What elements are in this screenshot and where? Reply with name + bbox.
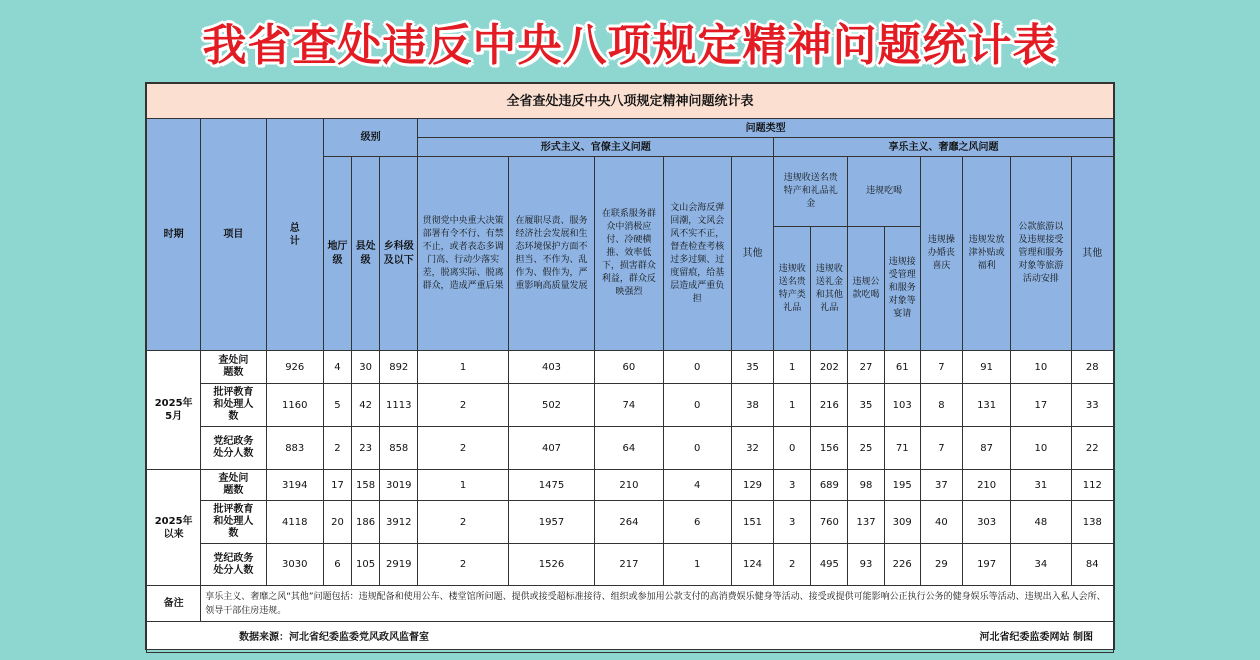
header-problem-type: 问题类型 xyxy=(418,119,1114,138)
header-level: 级别 xyxy=(323,119,417,157)
header-gift-specialty: 违规收送名贵特产类礼品 xyxy=(774,227,811,351)
cell: 31 xyxy=(1011,470,1071,501)
cell: 0 xyxy=(663,427,731,470)
cell: 20 xyxy=(323,501,351,544)
cell: 33 xyxy=(1071,384,1113,427)
cell-total: 4118 xyxy=(266,501,323,544)
page-title: 我省查处违反中央八项规定精神问题统计表 xyxy=(202,20,1058,71)
producer-credit: 河北省纪委监委网站 制图 xyxy=(979,631,1093,643)
cell: 6 xyxy=(663,501,731,544)
statistics-table xyxy=(146,83,1114,653)
cell: 303 xyxy=(963,501,1011,544)
cell: 1 xyxy=(774,351,811,384)
cell: 93 xyxy=(848,544,884,586)
cell: 1 xyxy=(418,470,508,501)
header-formalism-group: 形式主义、官僚主义问题 xyxy=(418,138,774,157)
header-tourism: 公款旅游以及违规接受管理和服务对象等旅游活动安排 xyxy=(1011,157,1071,351)
note-label: 备注 xyxy=(147,586,201,622)
cell: 74 xyxy=(595,384,663,427)
cell: 5 xyxy=(323,384,351,427)
header-period: 时期 xyxy=(147,119,201,351)
cell: 4 xyxy=(663,470,731,501)
row-item: 查处问题数 xyxy=(201,351,266,384)
cell: 2 xyxy=(418,384,508,427)
cell: 151 xyxy=(731,501,773,544)
header-level-county: 县处级 xyxy=(352,157,380,351)
cell: 210 xyxy=(963,470,1011,501)
header-level-township: 乡科级及以下 xyxy=(380,157,418,351)
cell: 98 xyxy=(848,470,884,501)
cell: 1526 xyxy=(508,544,594,586)
header-gift-group: 违规收送名贵特产和礼品礼金 xyxy=(774,157,848,227)
header-meal-group: 违规吃喝 xyxy=(848,157,920,227)
cell: 2 xyxy=(418,544,508,586)
cell: 407 xyxy=(508,427,594,470)
cell: 10 xyxy=(1011,351,1071,384)
cell: 129 xyxy=(731,470,773,501)
cell: 17 xyxy=(1011,384,1071,427)
cell: 760 xyxy=(811,501,848,544)
header-formalism-col-1: 贯彻党中央重大决策部署有令不行、有禁不止，或者表态多调门高、行动少落实差，脱离实际、脱离群众，造成严重后果 xyxy=(418,157,508,351)
cell: 112 xyxy=(1071,470,1113,501)
header-formalism-col-3: 在联系服务群众中消极应付、冷硬横推、效率低下，损害群众利益，群众反映强烈 xyxy=(595,157,663,351)
cell: 29 xyxy=(920,544,962,586)
cell: 124 xyxy=(731,544,773,586)
cell: 195 xyxy=(884,470,920,501)
cell: 7 xyxy=(920,427,962,470)
table-title: 全省查处违反中央八项规定精神问题统计表 xyxy=(147,84,1114,119)
cell: 4 xyxy=(323,351,351,384)
cell: 87 xyxy=(963,427,1011,470)
cell: 0 xyxy=(663,351,731,384)
cell: 3912 xyxy=(380,501,418,544)
header-hedonism-group: 享乐主义、奢靡之风问题 xyxy=(774,138,1114,157)
cell: 1957 xyxy=(508,501,594,544)
cell: 309 xyxy=(884,501,920,544)
cell: 84 xyxy=(1071,544,1113,586)
cell: 2 xyxy=(418,501,508,544)
cell: 2 xyxy=(323,427,351,470)
cell: 42 xyxy=(352,384,380,427)
header-meal-banquet: 违规接受管理和服务对象等宴请 xyxy=(884,227,920,351)
cell: 1 xyxy=(418,351,508,384)
cell: 60 xyxy=(595,351,663,384)
cell-total: 883 xyxy=(266,427,323,470)
cell: 32 xyxy=(731,427,773,470)
cell: 197 xyxy=(963,544,1011,586)
cell: 689 xyxy=(811,470,848,501)
cell: 25 xyxy=(848,427,884,470)
cell: 131 xyxy=(963,384,1011,427)
cell: 226 xyxy=(884,544,920,586)
cell: 40 xyxy=(920,501,962,544)
row-item: 批评教育和处理人数 xyxy=(201,384,266,427)
cell: 3019 xyxy=(380,470,418,501)
period-label: 2025年5月 xyxy=(147,351,201,470)
cell: 71 xyxy=(884,427,920,470)
cell: 38 xyxy=(731,384,773,427)
data-source: 数据来源：河北省纪委监委党风政风监督室 xyxy=(239,631,429,643)
cell: 137 xyxy=(848,501,884,544)
row-item: 批评教育和处理人数 xyxy=(201,501,266,544)
cell: 61 xyxy=(884,351,920,384)
cell-total: 926 xyxy=(266,351,323,384)
cell-total: 3030 xyxy=(266,544,323,586)
header-wedding-funeral: 违规操办婚丧喜庆 xyxy=(920,157,962,351)
statistics-table-sheet xyxy=(145,82,1115,650)
cell: 8 xyxy=(920,384,962,427)
cell: 1113 xyxy=(380,384,418,427)
cell: 158 xyxy=(352,470,380,501)
cell: 35 xyxy=(731,351,773,384)
header-formalism-col-2: 在履职尽责、服务经济社会发展和生态环境保护方面不担当、不作为、乱作为、假作为，严重影响高质量发展 xyxy=(508,157,594,351)
cell: 858 xyxy=(380,427,418,470)
cell: 48 xyxy=(1011,501,1071,544)
cell: 27 xyxy=(848,351,884,384)
cell: 34 xyxy=(1011,544,1071,586)
cell: 403 xyxy=(508,351,594,384)
header-hedonism-other: 其他 xyxy=(1071,157,1113,351)
header-meal-public: 违规公款吃喝 xyxy=(848,227,884,351)
cell: 23 xyxy=(352,427,380,470)
cell: 30 xyxy=(352,351,380,384)
cell: 3 xyxy=(774,470,811,501)
cell: 6 xyxy=(323,544,351,586)
cell: 186 xyxy=(352,501,380,544)
cell: 210 xyxy=(595,470,663,501)
cell: 1 xyxy=(774,384,811,427)
row-item: 党纪政务处分人数 xyxy=(201,427,266,470)
cell: 3 xyxy=(774,501,811,544)
header-gift-cash: 违规收送礼金和其他礼品 xyxy=(811,227,848,351)
cell-total: 1160 xyxy=(266,384,323,427)
period-label: 2025年以来 xyxy=(147,470,201,586)
cell: 216 xyxy=(811,384,848,427)
cell: 217 xyxy=(595,544,663,586)
note-text: 享乐主义、奢靡之风“其他”问题包括：违规配备和使用公车、楼堂馆所问题、提供或接受超标准接待、组织或参加用公款支付的高消费娱乐健身等活动、接受或提供可能影响公正执行公务的健身娱乐等活动、违规出入私人会所、领导干部住房违规。 xyxy=(201,586,1114,622)
cell: 37 xyxy=(920,470,962,501)
cell: 105 xyxy=(352,544,380,586)
cell: 64 xyxy=(595,427,663,470)
cell: 91 xyxy=(963,351,1011,384)
cell: 2 xyxy=(774,544,811,586)
cell: 2 xyxy=(418,427,508,470)
cell: 264 xyxy=(595,501,663,544)
header-total: 总计 xyxy=(266,119,323,351)
cell: 2919 xyxy=(380,544,418,586)
header-level-prefecture: 地厅级 xyxy=(323,157,351,351)
header-formalism-other: 其他 xyxy=(731,157,773,351)
cell: 156 xyxy=(811,427,848,470)
cell: 502 xyxy=(508,384,594,427)
cell: 138 xyxy=(1071,501,1113,544)
cell: 1475 xyxy=(508,470,594,501)
row-item: 查处问题数 xyxy=(201,470,266,501)
header-subsidies: 违规发放津补贴或福利 xyxy=(963,157,1011,351)
row-item: 党纪政务处分人数 xyxy=(201,544,266,586)
cell: 892 xyxy=(380,351,418,384)
cell-total: 3194 xyxy=(266,470,323,501)
cell: 10 xyxy=(1011,427,1071,470)
cell: 202 xyxy=(811,351,848,384)
cell: 495 xyxy=(811,544,848,586)
header-item: 项目 xyxy=(201,119,266,351)
header-formalism-col-4: 文山会海反弹回潮，文风会风不实不正，督查检查考核过多过频、过度留痕，给基层造成严重负担 xyxy=(663,157,731,351)
cell: 17 xyxy=(323,470,351,501)
cell: 103 xyxy=(884,384,920,427)
cell: 0 xyxy=(663,384,731,427)
cell: 1 xyxy=(663,544,731,586)
cell: 28 xyxy=(1071,351,1113,384)
cell: 22 xyxy=(1071,427,1113,470)
cell: 35 xyxy=(848,384,884,427)
cell: 0 xyxy=(774,427,811,470)
cell: 7 xyxy=(920,351,962,384)
